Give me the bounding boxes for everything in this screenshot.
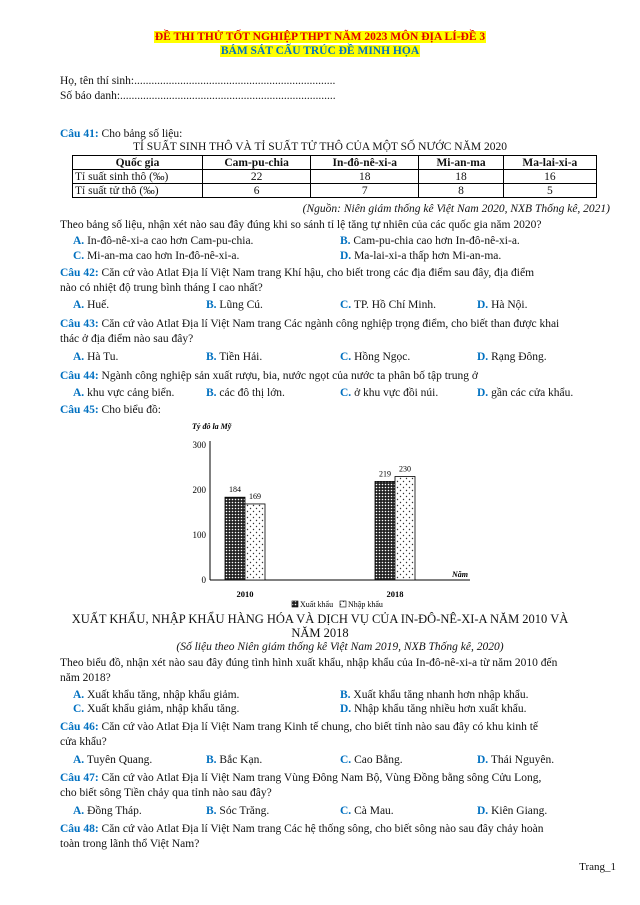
bar-import-2018 <box>395 477 415 581</box>
q47-option-c[interactable] <box>340 805 394 817</box>
q47-option-b[interactable] <box>206 805 269 817</box>
option-letter: D. <box>340 703 352 715</box>
bar-export-2018 <box>375 481 395 580</box>
q48-text: Căn cứ vào Atlat Địa lí Việt Nam trang Các hệ thống sông, cho biết sông nào sau đây chảy hoàn <box>98 823 544 835</box>
option-letter: C. <box>73 703 85 715</box>
table-cell: Tỉ suất sinh thô (‰) <box>73 170 203 184</box>
option-text: Hà Tu. <box>87 351 119 363</box>
option-text: Nhập khẩu tăng nhiều hơn xuất khẩu. <box>354 703 527 715</box>
option-letter: C. <box>340 805 352 817</box>
option-letter: D. <box>340 250 352 262</box>
chart-title-line-1: XUẤT KHẨU, NHẬP KHẨU HÀNG HÓA VÀ DỊCH VỤ CỦA IN-ĐÔ-NÊ-XI-A NĂM 2010 VÀ <box>71 612 569 626</box>
q45-option-c[interactable] <box>73 703 239 715</box>
q45-text: Cho biểu đồ: <box>98 404 161 416</box>
y-axis-label: Tỷ đô la Mỹ <box>192 422 232 431</box>
option-letter: A. <box>73 689 85 701</box>
option-text: Đồng Tháp. <box>87 805 142 817</box>
y-tick-label: 300 <box>192 440 206 450</box>
data-label: 230 <box>399 464 411 474</box>
q46-option-b[interactable] <box>206 754 262 766</box>
data-label: 184 <box>229 485 241 495</box>
q43-text: Căn cứ vào Atlat Địa lí Việt Nam trang Các ngành công nghiệp trọng điểm, cho biết than được khai <box>98 318 560 330</box>
id-line: Số báo danh:........................................................................... <box>60 90 336 102</box>
option-letter: B. <box>206 805 217 817</box>
q46-stem-2: cửa khẩu? <box>60 736 107 748</box>
page-number: Trang_1 <box>579 861 616 873</box>
option-letter: A. <box>73 754 85 766</box>
q45-question: Theo biểu đồ, nhận xét nào sau đây đúng tình hình xuất khẩu, nhập khẩu của In-đô-nê-xi-a từ năm 2010 đến <box>60 657 558 669</box>
q44-option-d[interactable] <box>477 387 573 399</box>
option-letter: A. <box>73 351 85 363</box>
q44-option-b[interactable] <box>206 387 285 399</box>
table-row <box>73 184 597 198</box>
option-text: Tuyên Quang. <box>86 754 153 766</box>
q45-option-b[interactable] <box>340 689 528 701</box>
option-text: Hồng Ngọc. <box>354 351 411 363</box>
data-label: 169 <box>249 491 261 501</box>
q43-stem <box>60 318 559 330</box>
option-text: Tiền Hải. <box>219 351 263 363</box>
q47-label: Câu 47: <box>60 772 99 784</box>
legend-swatch-import <box>340 601 346 607</box>
table-header-cell: Cam-pu-chia <box>203 156 311 170</box>
x-axis-label: Năm <box>452 570 468 579</box>
table-cell: 18 <box>419 170 503 184</box>
option-text: các đô thị lớn. <box>219 387 285 399</box>
q42-label: Câu 42: <box>60 267 99 279</box>
q41-source: (Nguồn: Niên giám thống kê Việt Nam 2020, NXB Thống kê, 2021) <box>302 203 610 215</box>
q41-option-c[interactable] <box>73 250 239 262</box>
q46-text: Căn cứ vào Atlat Địa lí Việt Nam trang Kinh tế chung, cho biết tỉnh nào sau đây có khu kinh tế <box>98 721 539 733</box>
q42-option-a[interactable] <box>73 299 109 311</box>
y-tick-label: 200 <box>192 485 206 495</box>
option-letter: D. <box>477 805 489 817</box>
q41-stem <box>60 128 182 140</box>
q44-option-c[interactable] <box>340 387 438 399</box>
q46-stem <box>60 721 538 733</box>
q43-label: Câu 43: <box>60 318 99 330</box>
option-text: Bắc Kạn. <box>219 754 263 766</box>
option-text: Kiên Giang. <box>491 805 548 817</box>
option-text: Xuất khẩu tăng, nhập khẩu giảm. <box>87 689 240 701</box>
q41-option-b[interactable] <box>340 235 520 247</box>
option-text: Rạng Đông. <box>491 351 547 363</box>
q45-question-2: năm 2018? <box>60 672 111 684</box>
table-cell: 6 <box>203 184 311 198</box>
q42-stem <box>60 267 534 279</box>
option-text: Hà Nội. <box>491 299 528 311</box>
q46-label: Câu 46: <box>60 721 99 733</box>
bar-export-2010 <box>225 497 245 580</box>
table-header-cell: In-đô-nê-xi-a <box>311 156 419 170</box>
exam-title-text: ĐỀ THI THỬ TỐT NGHIỆP THPT NĂM 2023 MÔN ĐỊA LÍ-ĐỀ 3 <box>154 31 486 43</box>
option-letter: B. <box>206 299 217 311</box>
option-text: Cao Bằng. <box>354 754 403 766</box>
option-text: Ma-lai-xi-a thấp hơn Mi-an-ma. <box>354 250 502 262</box>
option-letter: B. <box>206 754 217 766</box>
q42-option-b[interactable] <box>206 299 263 311</box>
option-text: Huế. <box>87 299 110 311</box>
q45-label: Câu 45: <box>60 404 99 416</box>
option-letter: C. <box>340 754 352 766</box>
q47-stem <box>60 772 541 784</box>
table-header-cell: Ma-lai-xi-a <box>503 156 596 170</box>
option-text: Mi-an-ma cao hơn In-đô-nê-xi-a. <box>87 250 240 262</box>
table-row <box>73 170 597 184</box>
q43-option-c[interactable] <box>340 351 410 363</box>
option-letter: D. <box>477 754 489 766</box>
q43-option-b[interactable] <box>206 351 262 363</box>
table-header-cell: Mi-an-ma <box>419 156 503 170</box>
data-label: 219 <box>379 469 391 479</box>
q44-label: Câu 44: <box>60 370 99 382</box>
option-text: ở khu vực đồi núi. <box>354 387 439 399</box>
q42-stem-2: nào có nhiệt độ trung bình tháng I cao nhất? <box>60 282 263 294</box>
table-cell: 16 <box>503 170 596 184</box>
option-letter: A. <box>73 387 85 399</box>
q43-option-d[interactable] <box>477 351 547 363</box>
option-text: Cà Mau. <box>354 805 394 817</box>
option-text: Lũng Cú. <box>219 299 263 311</box>
option-letter: B. <box>340 689 351 701</box>
option-letter: C. <box>340 351 352 363</box>
legend-label-export: Xuất khẩu <box>300 600 334 609</box>
q41-label: Câu 41: <box>60 128 99 140</box>
q47-option-d[interactable] <box>477 805 547 817</box>
q48-stem-2: toàn trong lãnh thổ Việt Nam? <box>60 838 200 850</box>
option-letter: C. <box>73 250 85 262</box>
trade-bar-chart <box>180 420 480 610</box>
table-header-row <box>73 156 597 170</box>
q42-text: Căn cứ vào Atlat Địa lí Việt Nam trang Khí hậu, cho biết trong các địa điểm sau đây, địa điểm <box>98 267 535 279</box>
q42-option-d[interactable] <box>477 299 527 311</box>
name-line: Họ, tên thí sinh:...................................................................... <box>60 75 336 87</box>
table-header-cell: Quốc gia <box>73 156 203 170</box>
table-cell: 22 <box>203 170 311 184</box>
option-letter: A. <box>73 805 85 817</box>
option-letter: B. <box>340 235 351 247</box>
table-cell: 8 <box>419 184 503 198</box>
table-cell: 5 <box>503 184 596 198</box>
q42-option-c[interactable] <box>340 299 436 311</box>
q47-text: Căn cứ vào Atlat Địa lí Việt Nam trang Vùng Đông Nam Bộ, Vùng Đồng bằng sông Cửu Long, <box>98 772 542 784</box>
q45-option-a[interactable] <box>73 689 239 701</box>
q45-stem <box>60 404 161 416</box>
table-cell: 18 <box>311 170 419 184</box>
option-text: In-đô-nê-xi-a cao hơn Cam-pu-chia. <box>87 235 254 247</box>
bar-import-2010 <box>245 504 265 580</box>
option-letter: C. <box>340 299 352 311</box>
y-tick-label: 100 <box>192 530 206 540</box>
q44-text: Ngành công nghiệp sản xuất rượu, bia, nước ngọt của nước ta phân bố tập trung ở <box>98 370 478 382</box>
q43-option-a[interactable] <box>73 351 118 363</box>
option-text: khu vực cảng biển. <box>87 387 175 399</box>
q48-label: Câu 48: <box>60 823 99 835</box>
q46-option-c[interactable] <box>340 754 403 766</box>
option-text: TP. Hồ Chí Minh. <box>353 299 436 311</box>
q41-option-d[interactable] <box>340 250 501 262</box>
q41-text: Cho bảng số liệu: <box>98 128 183 140</box>
q43-stem-2: thác ở địa điểm nào sau đây? <box>60 333 194 345</box>
q44-option-a[interactable] <box>73 387 174 399</box>
q41-table-title: TỈ SUẤT SINH THÔ VÀ TỈ SUẤT TỬ THÔ CỦA MỘT SỐ NƯỚC NĂM 2020 <box>133 141 507 153</box>
table-cell: Tỉ suất tử thô (‰) <box>73 184 203 198</box>
q46-option-d[interactable] <box>477 754 554 766</box>
option-text: Thái Nguyên. <box>490 754 555 766</box>
q46-option-a[interactable] <box>73 754 152 766</box>
q41-option-a[interactable] <box>73 235 253 247</box>
option-text: Xuất khẩu giảm, nhập khẩu tăng. <box>87 703 240 715</box>
option-letter: B. <box>206 351 217 363</box>
q48-stem <box>60 823 543 835</box>
exam-subtitle-text: BÁM SÁT CẤU TRÚC ĐỀ MINH HỌA <box>220 45 420 57</box>
x-tick-label: 2018 <box>386 589 404 599</box>
option-letter: A. <box>73 235 85 247</box>
option-text: Xuất khẩu tăng nhanh hơn nhập khẩu. <box>353 689 529 701</box>
option-letter: B. <box>206 387 217 399</box>
y-tick-label: 0 <box>201 575 206 585</box>
q47-stem-2: cho biết sông Tiền chảy qua tỉnh nào sau đây? <box>60 787 272 799</box>
q41-question: Theo bảng số liệu, nhận xét nào sau đây đúng khi so sánh tỉ lệ tăng tự nhiên của các quốc gia năm 2020? <box>60 219 542 231</box>
option-letter: D. <box>477 387 489 399</box>
exam-subtitle <box>0 45 640 57</box>
option-letter: D. <box>477 299 489 311</box>
option-letter: A. <box>73 299 85 311</box>
x-tick-label: 2010 <box>236 589 254 599</box>
option-letter: C. <box>340 387 352 399</box>
chart-source: (Số liệu theo Niên giám thống kê Việt Nam 2019, NXB Thống kê, 2020) <box>176 641 504 653</box>
birth-death-rate-table <box>72 155 597 198</box>
option-text: Cam-pu-chia cao hơn In-đô-nê-xi-a. <box>353 235 520 247</box>
q45-option-d[interactable] <box>340 703 527 715</box>
legend-swatch-export <box>292 601 298 607</box>
q47-option-a[interactable] <box>73 805 142 817</box>
q44-stem <box>60 370 478 382</box>
option-text: Sóc Trăng. <box>219 805 270 817</box>
option-letter: D. <box>477 351 489 363</box>
option-text: gần các cửa khẩu. <box>491 387 574 399</box>
legend-label-import: Nhập khẩu <box>348 600 383 609</box>
chart-title-line-2: NĂM 2018 <box>291 626 349 640</box>
exam-title <box>0 31 640 43</box>
table-cell: 7 <box>311 184 419 198</box>
